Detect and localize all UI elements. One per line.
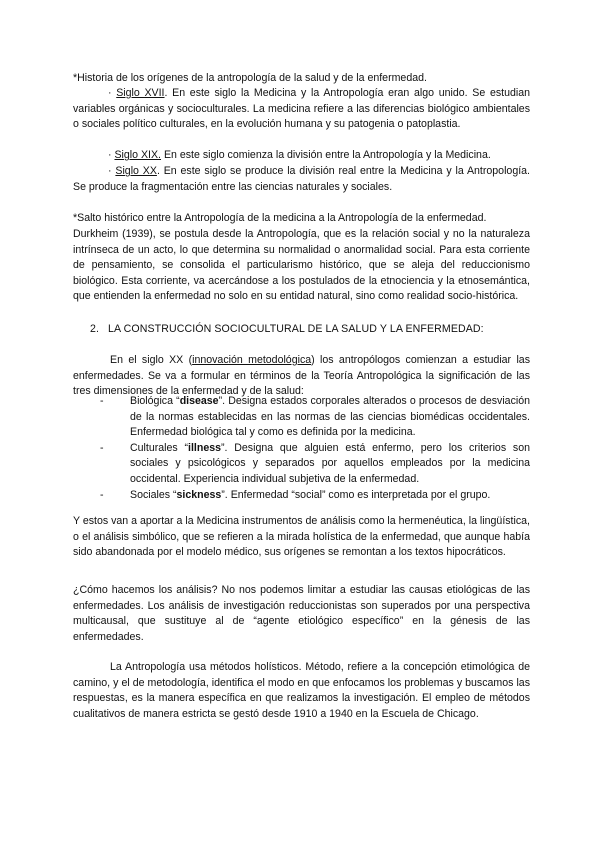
intro-before: En el siglo XX ( (110, 354, 193, 366)
heading-text: LA CONSTRUCCIÓN SOCIOCULTURAL DE LA SALUD Y LA ENFERMEDAD: (108, 323, 484, 335)
term-sickness: sickness (176, 488, 222, 501)
list-item-prefix: Culturales “ (130, 441, 189, 454)
list-dash: - (100, 395, 104, 407)
siglo-bullet: · (108, 87, 112, 99)
list-item-disease (100, 394, 531, 441)
list-dash: - (100, 488, 104, 501)
innovacion-metodologica-link: innovación metodológica (192, 354, 312, 366)
siglo-xvii-text: . En este siglo la Medicina y la Antropología eran algo unido. Se estudian variables orgánicas y socioculturales. La medicina refiere a las diferencias biológico ambientales o sociales político culturales, en la evolución humana y su patogenia o patoplastia. (73, 87, 530, 131)
siglo-xx-text: . En este siglo se produce la división real entre la Medicina y la Antropología. Se produce la fragmentación entre las ciencias naturales y sociales. (73, 165, 530, 193)
list-item-sickness (100, 488, 530, 504)
list-item-text: ”. Designa estados corporales alterados o procesos de desviación de la normas establecidas en las normas de las ciencias biomédicas occidentales. Enfermedad biológica tal y como es definida por la medicina. (130, 395, 531, 439)
intro-after: ) los antropólogos comienzan a estudiar las enfermedades. Se va a formular en términos de la Teoría Antropológica la significación de las tres dimensiones de la enfermedad y de la salud: (73, 354, 530, 398)
durkheim-paragraph: Durkheim (1939), se postula desde la Antropología, que es la relación social y no la naturaleza intrínseca de un acto, lo que determina su normalidad o anormalidad social. Para esta corriente de pensamiento, se consolida el particularismo histórico, que se aleja del reduccionismo biológico. Esta corriente, va acercándose a los postulados de la etnociencia y la etnosemántica, que entienden la enfermedad no solo en su entidad natural, sino como realidad socio-histórica. (73, 228, 530, 303)
term-disease: disease (179, 395, 219, 407)
metodos-paragraph: La Antropología usa métodos holísticos. Método, refiere a la concepción etimológica de camino, y el de metodología, identifica el modo en que enfocamos los problemas y buscamos las respuestas, es la manera específica en que realizamos la investigación. El empleo de métodos cualitativos de manera estricta se gestó desde 1910 a 1940 en la Escuela de Chicago. (73, 661, 530, 720)
section-title-history: *Historia de los orígenes de la antropología de la salud y de la enfermedad. (73, 72, 427, 84)
term-illness: illness (188, 441, 221, 454)
hermeneutica-paragraph: Y estos van a aportar a la Medicina instrumentos de análisis como la hermenéutica, la lingüística, o el análisis simbólico, que se refieren a la mirada holística de la enfermedad, que aunque había sido abandonada por el modelo médico, sus orígenes se remontan a los textos hipocráticos. (73, 515, 530, 559)
siglo-xvii-paragraph (73, 86, 530, 133)
siglo-xx-intro-paragraph (73, 353, 530, 400)
list-item-illness (100, 441, 530, 488)
siglo-bullet: · (108, 149, 112, 161)
siglo-xix-paragraph (73, 148, 530, 164)
section-title-salto: *Salto histórico entre la Antropología de la medicina a la Antropología de la enfermedad. (73, 212, 487, 224)
analisis-paragraph: ¿Cómo hacemos los análisis? No nos podemos limitar a estudiar las causas etiológicas de las enfermedades. Los análisis de investigación reduccionistas son superados por una perspectiva multicausal, que sustituye al de “agente etiológico específico” en la génesis de las enfermedades. (73, 584, 530, 643)
siglo-xx-paragraph (73, 164, 530, 195)
siglo-xix-label: Siglo XIX. (114, 149, 162, 161)
list-item-text: ”. Enfermedad “social” como es interpretada por el grupo. (221, 488, 491, 501)
dimensions-list (100, 394, 531, 503)
section-heading-2 (90, 322, 530, 338)
list-item-text: ”. Designa que alguien está enfermo, pero los criterios son sociales y psicológicos y separados por aquellos empleados por la medicina occidental. Experiencia individual subjetiva de la enfermedad. (130, 441, 530, 485)
list-item-prefix: Biológica “ (130, 395, 180, 407)
list-dash: - (100, 441, 104, 454)
siglo-xvii-label: Siglo XVII (116, 87, 165, 99)
siglo-xx-label: Siglo XX (115, 165, 157, 177)
siglo-xix-text: En este siglo comienza la división entre la Antropología y la Medicina. (161, 149, 491, 161)
list-item-prefix: Sociales “ (130, 488, 177, 501)
heading-number: 2. (90, 323, 100, 335)
siglo-bullet: · (108, 165, 112, 177)
